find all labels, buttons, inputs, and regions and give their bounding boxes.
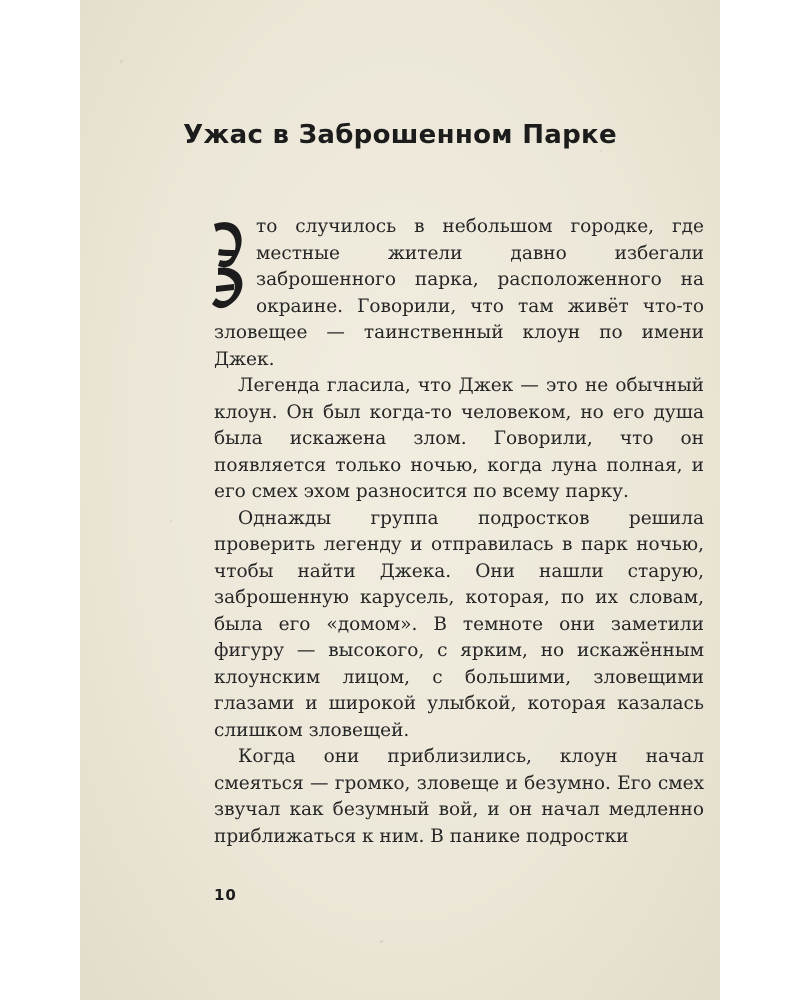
drop-cap-letter [210, 218, 250, 314]
chapter-title: Ужас в Заброшенном Парке [183, 120, 617, 150]
paragraph-4: Когда они приблизились, клоун начал смеяться — громко, зловеще и безумно. Его смех звучал как безумный вой, и он начал медленно приближаться к ним. В панике подростки [214, 746, 704, 847]
paragraph-3: Однажды группа подростков решила проверить легенду и отправилась в парк ночью, чтобы найти Джека. Они нашли старую, заброшенную карусель, которая, по их словам, была его «домом». В темноте они заметили фигуру — высокого, с ярким, но искажённым клоунским лицом, с большими, зловещими глазами и широкой улыбкой, которая казалась слишком зловещей. [214, 507, 704, 741]
paper-speck [600, 150, 602, 152]
chapter-body [214, 214, 704, 850]
paragraph-1-text: то случилось в небольшом городке, где местные жители давно избегали заброшенного парка, расположенного на окраине. Говорили, что там живёт что-то зловещее — таинственный клоун по имени Джек. [214, 216, 704, 370]
paragraph-1 [214, 214, 704, 373]
page-number: 10 [214, 886, 237, 904]
paper-speck [170, 520, 172, 522]
book-page [80, 0, 720, 1000]
paper-speck [380, 940, 383, 943]
paragraph-2: Легенда гласила, что Джек — это не обычный клоун. Он был когда-то человеком, но его душа была искажена злом. Говорили, что он появляется только ночью, когда луна полная, и его смех эхом разносится по всему парку. [214, 375, 704, 502]
paper-speck [120, 60, 123, 63]
